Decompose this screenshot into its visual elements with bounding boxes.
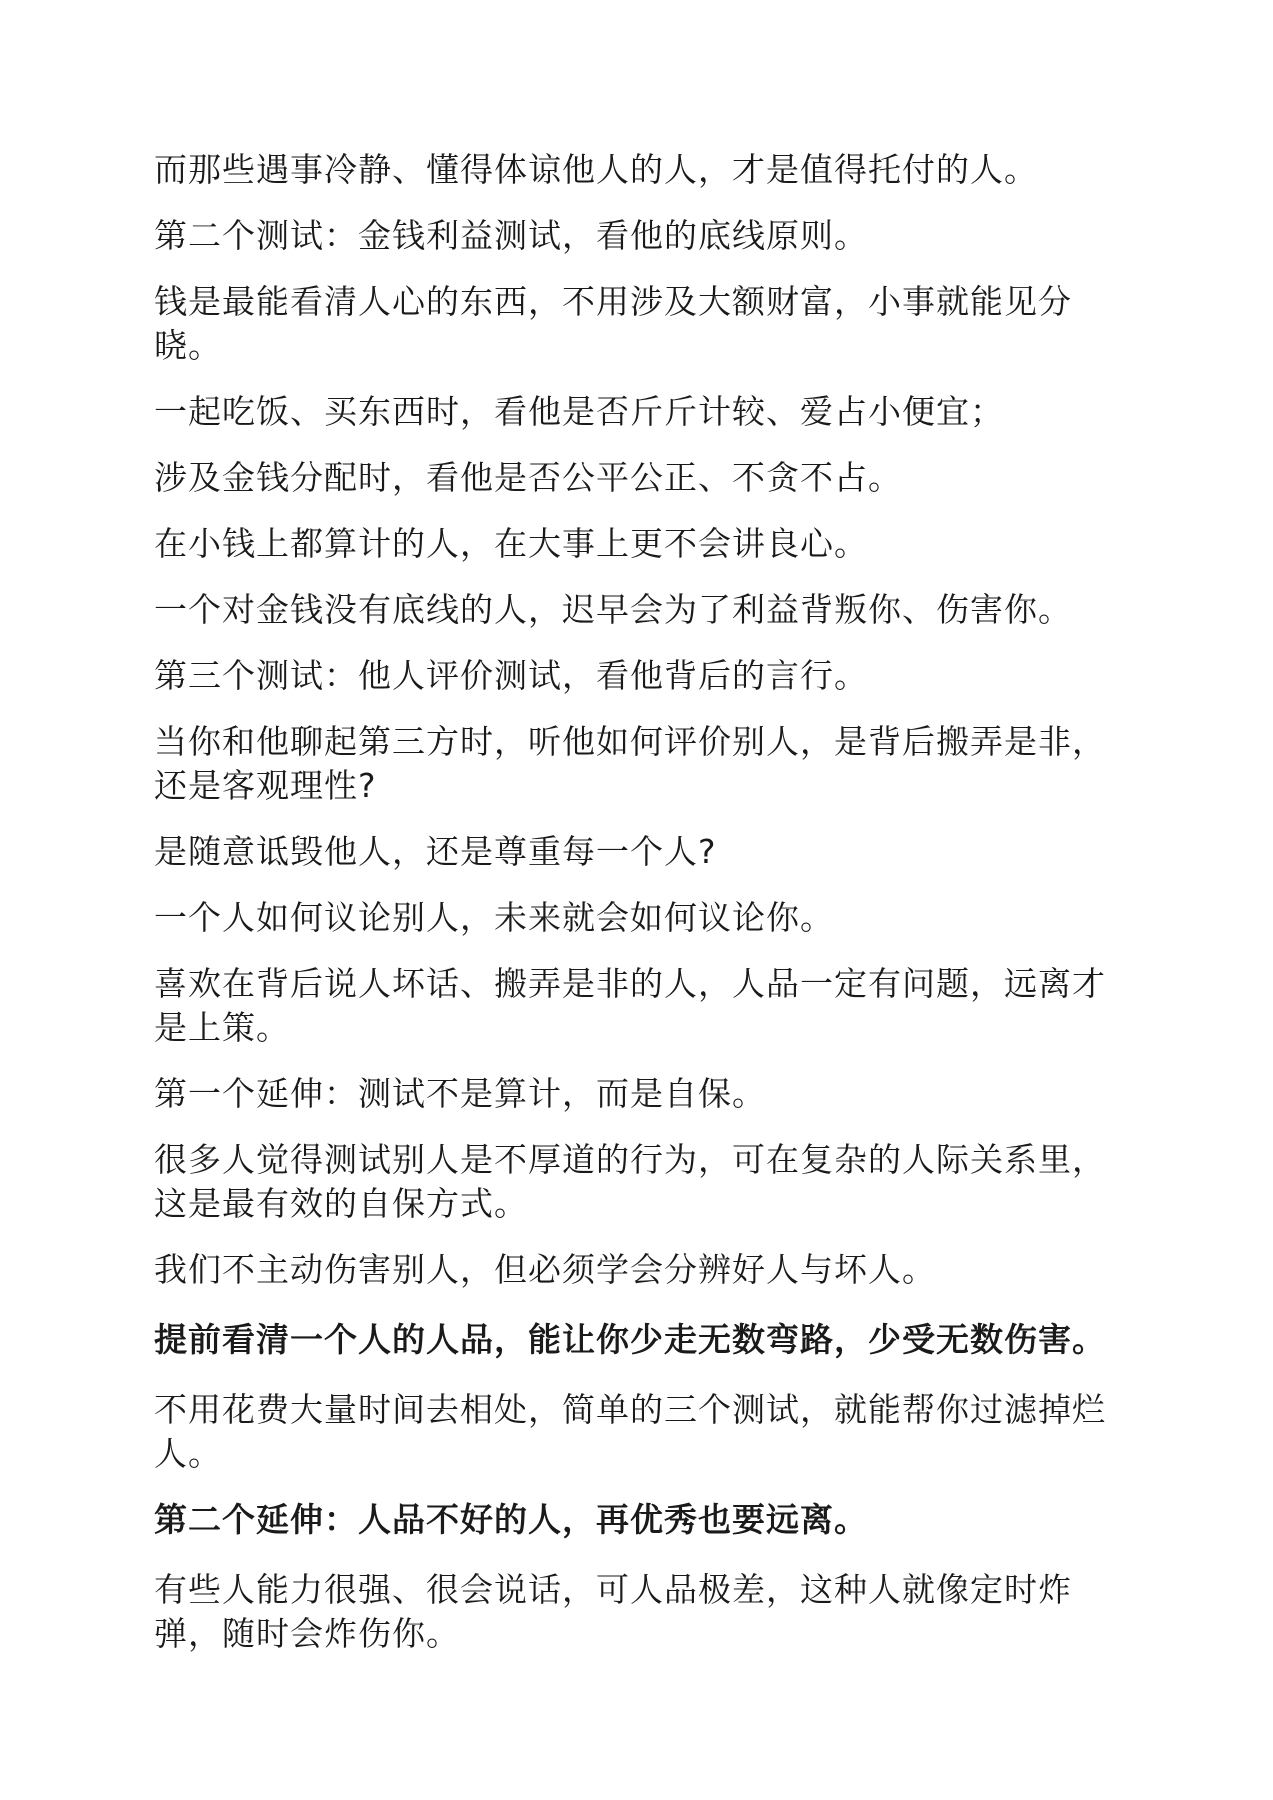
paragraph: 一起吃饭、买东西时，看他是否斤斤计较、爱占小便宜； (154, 392, 1004, 431)
paragraph: 而那些遇事冷静、懂得体谅他人的人，才是值得托付的人。 (154, 150, 1038, 189)
paragraph: 喜欢在背后说人坏话、搬弄是非的人，人品一定有问题，远离才是上策。 (154, 964, 1106, 1047)
paragraph: 涉及金钱分配时，看他是否公平公正、不贪不占。 (154, 458, 902, 497)
paragraph: 一个人如何议论别人，未来就会如何议论你。 (154, 898, 834, 937)
paragraph: 第一个延伸：测试不是算计，而是自保。 (154, 1074, 766, 1113)
paragraph: 第三个测试：他人评价测试，看他背后的言行。 (154, 656, 868, 695)
paragraph: 我们不主动伤害别人，但必须学会分辨好人与坏人。 (154, 1250, 936, 1289)
document-page (154, 148, 1114, 1656)
bold-paragraph: 第二个延伸：人品不好的人，再优秀也要远离。 (154, 1500, 868, 1539)
paragraph: 不用花费大量时间去相处，简单的三个测试，就能帮你过滤掉烂人。 (154, 1390, 1106, 1473)
paragraph: 第二个测试：金钱利益测试，看他的底线原则。 (154, 216, 868, 255)
paragraph: 钱是最能看清人心的东西，不用涉及大额财富，小事就能见分晓。 (154, 282, 1072, 365)
paragraph: 很多人觉得测试别人是不厚道的行为，可在复杂的人际关系里，这是最有效的自保方式。 (154, 1140, 1106, 1223)
paragraph: 当你和他聊起第三方时，听他如何评价别人，是背后搬弄是非，还是客观理性? (154, 722, 1106, 805)
paragraph: 在小钱上都算计的人，在大事上更不会讲良心。 (154, 524, 868, 563)
paragraph: 有些人能力很强、很会说话，可人品极差，这种人就像定时炸弹，随时会炸伤你。 (154, 1570, 1072, 1653)
paragraph: 一个对金钱没有底线的人，迟早会为了利益背叛你、伤害你。 (154, 590, 1072, 629)
paragraph: 是随意诋毁他人，还是尊重每一个人? (154, 832, 717, 871)
bold-paragraph: 提前看清一个人的人品，能让你少走无数弯路，少受无数伤害。 (154, 1320, 1106, 1359)
